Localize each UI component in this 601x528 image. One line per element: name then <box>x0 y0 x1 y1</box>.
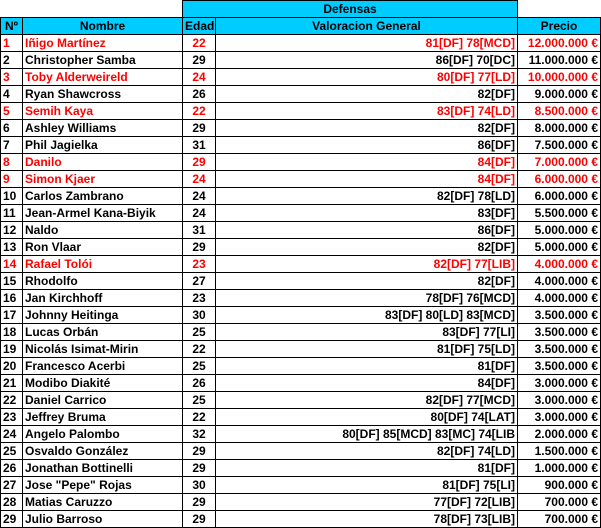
table-row <box>1 341 601 358</box>
cell-num[interactable]: 23 <box>1 409 23 426</box>
cell-age[interactable]: 23 <box>183 290 216 307</box>
cell-price[interactable]: 8.500.000 € <box>518 103 601 120</box>
cell-num[interactable]: 25 <box>1 443 23 460</box>
cell-name[interactable]: Toby Alderweireld <box>23 69 183 86</box>
cell-price[interactable]: 1.000.000 € <box>518 460 601 477</box>
cell-num[interactable]: 8 <box>1 154 23 171</box>
cell-num[interactable]: 4 <box>1 86 23 103</box>
cell-price[interactable]: 4.000.000 € <box>518 290 601 307</box>
table-row <box>1 358 601 375</box>
cell-num[interactable]: 22 <box>1 392 23 409</box>
header-name[interactable]: Nombre <box>23 18 183 35</box>
cell-num[interactable]: 5 <box>1 103 23 120</box>
cell-name[interactable]: Simon Kjaer <box>23 171 183 188</box>
cell-price[interactable]: 5.000.000 € <box>518 239 601 256</box>
section-title[interactable]: Defensas <box>183 1 518 18</box>
cell-name[interactable]: Angelo Palombo <box>23 426 183 443</box>
table-row <box>1 511 601 528</box>
cell-rating[interactable]: 84[DF] <box>216 171 518 188</box>
cell-price[interactable]: 3.500.000 € <box>518 324 601 341</box>
cell-rating[interactable]: 86[DF] <box>216 137 518 154</box>
cell-num[interactable]: 12 <box>1 222 23 239</box>
table-row <box>1 205 601 222</box>
cell-price[interactable]: 3.000.000 € <box>518 409 601 426</box>
cell-name[interactable]: Christopher Samba <box>23 52 183 69</box>
cell-rating[interactable]: 82[DF] <box>216 120 518 137</box>
cell-num[interactable]: 10 <box>1 188 23 205</box>
cell-name[interactable]: Semih Kaya <box>23 103 183 120</box>
table-row <box>1 290 601 307</box>
table-row <box>1 324 601 341</box>
table-row <box>1 171 601 188</box>
cell-rating[interactable]: 81[DF] <box>216 358 518 375</box>
table-row <box>1 477 601 494</box>
cell-price[interactable]: 2.000.000 € <box>518 426 601 443</box>
cell-num[interactable]: 9 <box>1 171 23 188</box>
title-row <box>1 1 601 18</box>
cell-name[interactable]: Julio Barroso <box>23 511 183 528</box>
cell-price[interactable]: 700.000 € <box>518 494 601 511</box>
cell-age[interactable]: 22 <box>183 409 216 426</box>
cell-name[interactable]: Danilo <box>23 154 183 171</box>
cell-age[interactable]: 26 <box>183 86 216 103</box>
cell-age[interactable]: 29 <box>183 120 216 137</box>
cell-rating[interactable]: 83[DF] 74[LD] <box>216 103 518 120</box>
table-row <box>1 494 601 511</box>
cell-price[interactable]: 12.000.000 € <box>518 35 601 52</box>
cell-num[interactable]: 7 <box>1 137 23 154</box>
cell-price[interactable]: 5.500.000 € <box>518 205 601 222</box>
header-age[interactable]: Edad <box>183 18 216 35</box>
cell-num[interactable]: 1 <box>1 35 23 52</box>
cell-name[interactable]: Osvaldo González <box>23 443 183 460</box>
table-row <box>1 256 601 273</box>
cell-num[interactable]: 2 <box>1 52 23 69</box>
cell-num[interactable]: 3 <box>1 69 23 86</box>
cell-rating[interactable]: 80[DF] 74[LAT] <box>216 409 518 426</box>
cell-price[interactable]: 3.000.000 € <box>518 392 601 409</box>
cell-name[interactable]: Modibo Diakité <box>23 375 183 392</box>
cell-rating[interactable]: 80[DF] 77[LD] <box>216 69 518 86</box>
banner-spacer-left <box>1 1 23 18</box>
cell-price[interactable]: 4.000.000 € <box>518 273 601 290</box>
table-row <box>1 307 601 324</box>
cell-price[interactable]: 9.000.000 € <box>518 86 601 103</box>
cell-age[interactable]: 25 <box>183 358 216 375</box>
cell-num[interactable]: 21 <box>1 375 23 392</box>
cell-rating[interactable]: 77[DF] 72[LIB] <box>216 494 518 511</box>
table-row <box>1 273 601 290</box>
cell-age[interactable]: 24 <box>183 205 216 222</box>
cell-age[interactable]: 25 <box>183 392 216 409</box>
table-row <box>1 443 601 460</box>
table-row <box>1 375 601 392</box>
cell-rating[interactable]: 82[DF] 78[LD] <box>216 188 518 205</box>
cell-rating[interactable]: 80[DF] 85[MCD] 83[MC] 74[LIB <box>216 426 518 443</box>
cell-num[interactable]: 17 <box>1 307 23 324</box>
cell-age[interactable]: 24 <box>183 69 216 86</box>
cell-name[interactable]: Jose "Pepe" Rojas <box>23 477 183 494</box>
cell-price[interactable]: 3.500.000 € <box>518 358 601 375</box>
table-row <box>1 239 601 256</box>
cell-num[interactable]: 14 <box>1 256 23 273</box>
cell-age[interactable]: 22 <box>183 103 216 120</box>
cell-name[interactable]: Jean-Armel Kana-Biyik <box>23 205 183 222</box>
table-row <box>1 188 601 205</box>
cell-rating[interactable]: 83[DF] <box>216 205 518 222</box>
cell-rating[interactable]: 81[DF] <box>216 460 518 477</box>
cell-rating[interactable]: 82[DF] 77[LIB] <box>216 256 518 273</box>
table-row <box>1 103 601 120</box>
banner-spacer-right <box>518 1 601 18</box>
cell-age[interactable]: 29 <box>183 511 216 528</box>
cell-name[interactable]: Rhodolfo <box>23 273 183 290</box>
cell-age[interactable]: 30 <box>183 477 216 494</box>
cell-name[interactable]: Ron Vlaar <box>23 239 183 256</box>
cell-age[interactable]: 25 <box>183 324 216 341</box>
cell-price[interactable]: 6.000.000 € <box>518 171 601 188</box>
cell-rating[interactable]: 82[DF] <box>216 86 518 103</box>
cell-num[interactable]: 6 <box>1 120 23 137</box>
cell-price[interactable]: 7.500.000 € <box>518 137 601 154</box>
cell-num[interactable]: 16 <box>1 290 23 307</box>
banner-spacer-left2 <box>23 1 183 18</box>
cell-name[interactable]: Ryan Shawcross <box>23 86 183 103</box>
cell-rating[interactable]: 81[DF] 75[LI] <box>216 477 518 494</box>
cell-rating[interactable]: 83[DF] 77[LI] <box>216 324 518 341</box>
cell-price[interactable]: 7.000.000 € <box>518 154 601 171</box>
cell-name[interactable]: Carlos Zambrano <box>23 188 183 205</box>
cell-name[interactable]: Lucas Orbán <box>23 324 183 341</box>
table-row <box>1 120 601 137</box>
cell-rating[interactable]: 78[DF] 73[LIB] <box>216 511 518 528</box>
cell-num[interactable]: 20 <box>1 358 23 375</box>
cell-name[interactable]: Matias Caruzzo <box>23 494 183 511</box>
cell-rating[interactable]: 82[DF] <box>216 273 518 290</box>
cell-num[interactable]: 27 <box>1 477 23 494</box>
cell-price[interactable]: 4.000.000 € <box>518 256 601 273</box>
cell-price[interactable]: 6.000.000 € <box>518 188 601 205</box>
table-row <box>1 35 601 52</box>
table-row <box>1 460 601 477</box>
cell-num[interactable]: 18 <box>1 324 23 341</box>
cell-price[interactable]: 3.000.000 € <box>518 375 601 392</box>
cell-rating[interactable]: 86[DF] 70[DC] <box>216 52 518 69</box>
cell-age[interactable]: 23 <box>183 256 216 273</box>
cell-name[interactable]: Iñigo Martínez <box>23 35 183 52</box>
cell-price[interactable]: 700.000 € <box>518 511 601 528</box>
cell-price[interactable]: 10.000.000 € <box>518 69 601 86</box>
cell-price[interactable]: 3.500.000 € <box>518 307 601 324</box>
table-row <box>1 86 601 103</box>
cell-age[interactable]: 24 <box>183 188 216 205</box>
table-row <box>1 409 601 426</box>
cell-name[interactable]: Nicolás Isimat-Mirin <box>23 341 183 358</box>
cell-num[interactable]: 11 <box>1 205 23 222</box>
header-price[interactable]: Precio <box>518 18 601 35</box>
cell-price[interactable]: 5.000.000 € <box>518 222 601 239</box>
cell-num[interactable]: 24 <box>1 426 23 443</box>
cell-num[interactable]: 29 <box>1 511 23 528</box>
cell-price[interactable]: 11.000.000 € <box>518 52 601 69</box>
cell-name[interactable]: Johnny Heitinga <box>23 307 183 324</box>
cell-name[interactable]: Francesco Acerbi <box>23 358 183 375</box>
cell-name[interactable]: Jeffrey Bruma <box>23 409 183 426</box>
header-rating[interactable]: Valoracion General <box>216 18 518 35</box>
cell-age[interactable]: 29 <box>183 52 216 69</box>
cell-rating[interactable]: 86[DF] <box>216 222 518 239</box>
cell-num[interactable]: 13 <box>1 239 23 256</box>
cell-age[interactable]: 29 <box>183 494 216 511</box>
cell-name[interactable]: Naldo <box>23 222 183 239</box>
cell-rating[interactable]: 84[DF] <box>216 154 518 171</box>
cell-name[interactable]: Jonathan Bottinelli <box>23 460 183 477</box>
cell-age[interactable]: 22 <box>183 35 216 52</box>
cell-price[interactable]: 1.500.000 € <box>518 443 601 460</box>
cell-price[interactable]: 3.500.000 € <box>518 341 601 358</box>
cell-age[interactable]: 27 <box>183 273 216 290</box>
cell-age[interactable]: 29 <box>183 154 216 171</box>
cell-age[interactable]: 29 <box>183 460 216 477</box>
cell-num[interactable]: 15 <box>1 273 23 290</box>
table-row <box>1 137 601 154</box>
header-row <box>1 18 601 35</box>
header-num[interactable]: Nº <box>1 18 23 35</box>
cell-age[interactable]: 24 <box>183 171 216 188</box>
cell-age[interactable]: 29 <box>183 239 216 256</box>
cell-age[interactable]: 32 <box>183 426 216 443</box>
cell-rating[interactable]: 84[DF] <box>216 375 518 392</box>
cell-num[interactable]: 19 <box>1 341 23 358</box>
cell-num[interactable]: 26 <box>1 460 23 477</box>
cell-rating[interactable]: 82[DF] 74[LD] <box>216 443 518 460</box>
cell-rating[interactable]: 81[DF] 78[MCD] <box>216 35 518 52</box>
cell-rating[interactable]: 82[DF] <box>216 239 518 256</box>
table-row <box>1 52 601 69</box>
cell-age[interactable]: 30 <box>183 307 216 324</box>
cell-name[interactable]: Daniel Carrico <box>23 392 183 409</box>
cell-num[interactable]: 28 <box>1 494 23 511</box>
table-row <box>1 392 601 409</box>
cell-age[interactable]: 29 <box>183 443 216 460</box>
cell-name[interactable]: Jan Kirchhoff <box>23 290 183 307</box>
table-row <box>1 69 601 86</box>
cell-rating[interactable]: 83[DF] 80[LD] 83[MCD] <box>216 307 518 324</box>
cell-name[interactable]: Ashley Williams <box>23 120 183 137</box>
cell-age[interactable]: 26 <box>183 375 216 392</box>
cell-age[interactable]: 22 <box>183 341 216 358</box>
cell-rating[interactable]: 78[DF] 76[MCD] <box>216 290 518 307</box>
cell-price[interactable]: 900.000 € <box>518 477 601 494</box>
cell-name[interactable]: Rafael Tolói <box>23 256 183 273</box>
cell-rating[interactable]: 82[DF] 77[MCD] <box>216 392 518 409</box>
cell-price[interactable]: 8.000.000 € <box>518 120 601 137</box>
table-row <box>1 154 601 171</box>
table-row <box>1 222 601 239</box>
cell-name[interactable]: Phil Jagielka <box>23 137 183 154</box>
table-row <box>1 426 601 443</box>
cell-age[interactable]: 31 <box>183 137 216 154</box>
cell-rating[interactable]: 81[DF] 75[LD] <box>216 341 518 358</box>
cell-age[interactable]: 31 <box>183 222 216 239</box>
